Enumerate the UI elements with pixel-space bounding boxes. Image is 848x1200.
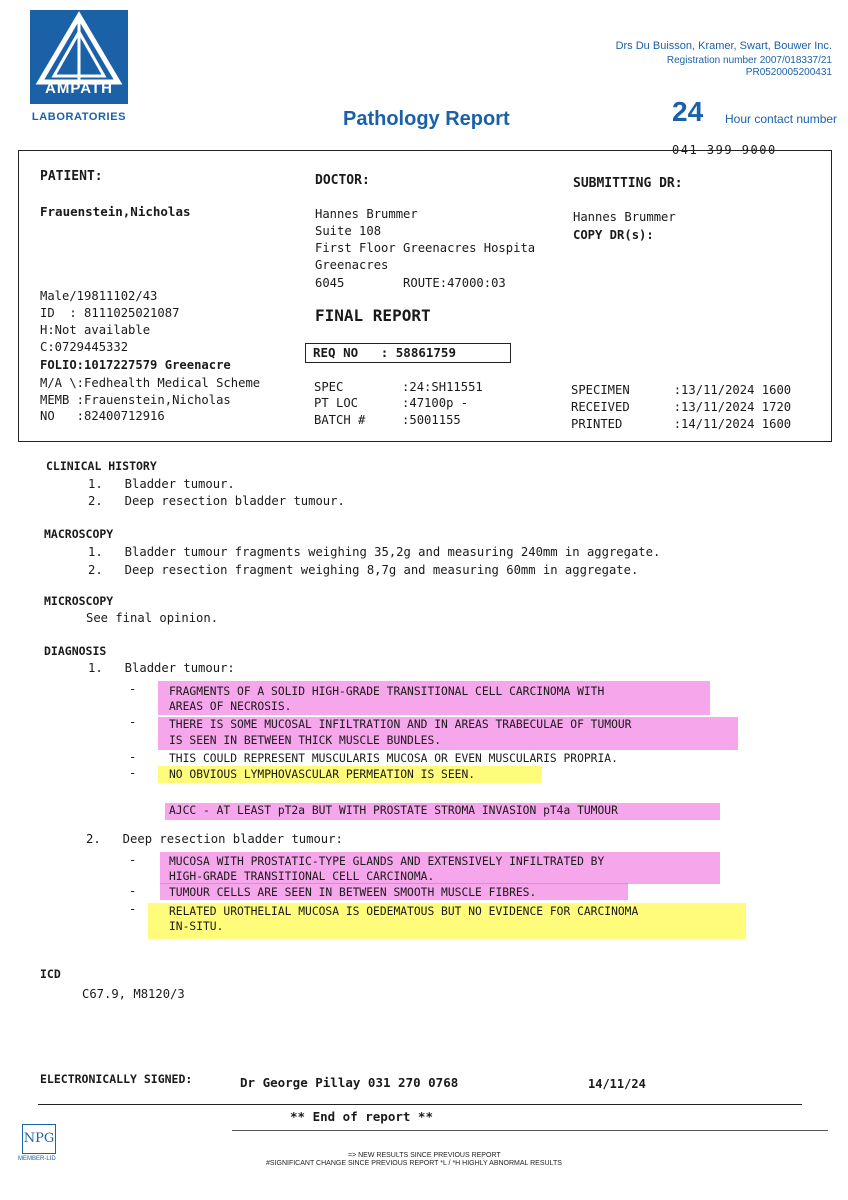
practice-name: Drs Du Buisson, Kramer, Swart, Bouwer Inc.: [615, 40, 832, 52]
patient-heading: PATIENT:: [40, 169, 103, 184]
npg-logo: NPG: [22, 1124, 56, 1154]
hours-label: Hour contact number: [725, 112, 838, 126]
patient-folio: FOLIO:1017227579 Greenacre: [40, 358, 231, 372]
diagnosis-line: FRAGMENTS OF A SOLID HIGH-GRADE TRANSITIONAL CELL CARCINOMA WITH: [169, 685, 605, 698]
printed-date: PRINTED :14/11/2024 1600: [571, 417, 792, 431]
diagnosis-line: TUMOUR CELLS ARE SEEN IN BETWEEN SMOOTH MUSCLE FIBRES.: [169, 886, 537, 899]
logo-subtitle: LABORATORIES: [31, 111, 127, 123]
patient-cell-phone: C:0729445332: [40, 340, 129, 354]
diagnosis-line: RELATED UROTHELIAL MUCOSA IS OEDEMATOUS BUT NO EVIDENCE FOR CARCINOMA: [169, 905, 639, 918]
pt-location: PT LOC :47100p -: [314, 396, 469, 410]
doctor-heading: DOCTOR:: [315, 173, 370, 188]
registration-number: Registration number 2007/018337/21: [666, 55, 832, 66]
macroscopy-heading: MACROSCOPY: [44, 527, 114, 541]
patient-home-phone: H:Not available: [40, 323, 151, 337]
microscopy-text: See final opinion.: [86, 611, 219, 625]
signature-label: ELECTRONICALLY SIGNED:: [40, 1072, 193, 1086]
page-title: Pathology Report: [343, 108, 510, 130]
specimen-date: SPECIMEN :13/11/2024 1600: [571, 383, 792, 397]
signature-name: Dr George Pillay 031 270 0768: [240, 1075, 459, 1090]
microscopy-heading: MICROSCOPY: [44, 594, 114, 608]
batch-number: BATCH # :5001155: [314, 413, 461, 427]
macroscopy-item: 2. Deep resection fragment weighing 8,7g and measuring 60mm in aggregate.: [88, 563, 639, 577]
footer-divider: [232, 1130, 828, 1131]
macroscopy-item: 1. Bladder tumour fragments weighing 35,2g and measuring 240mm in aggregate.: [88, 545, 661, 559]
doctor-route: 6045 ROUTE:47000:03: [315, 276, 506, 290]
diagnosis-line: AREAS OF NECROSIS.: [169, 700, 292, 713]
footer-legend-2: #SIGNIFICANT CHANGE SINCE PREVIOUS REPORT *L / *H HIGHLY ABNORMAL RESULTS: [266, 1160, 562, 1167]
patient-name: Frauenstein,Nicholas: [40, 204, 191, 219]
clinical-item: 2. Deep resection bladder tumour.: [88, 494, 345, 508]
ajcc-staging: AJCC - AT LEAST pT2a BUT WITH PROSTATE STROMA INVASION pT4a TUMOUR: [169, 804, 618, 817]
bullet-dash: -: [129, 766, 137, 780]
diagnosis-line: HIGH-GRADE TRANSITIONAL CELL CARCINOMA.: [169, 870, 435, 883]
diagnosis-line: MUCOSA WITH PROSTATIC-TYPE GLANDS AND EXTENSIVELY INFILTRATED BY: [169, 855, 605, 868]
clinical-item: 1. Bladder tumour.: [88, 477, 235, 491]
submitting-heading: SUBMITTING DR:: [573, 176, 683, 191]
bullet-dash: -: [129, 715, 137, 729]
diagnosis-item-2: 2. Deep resection bladder tumour:: [86, 832, 343, 846]
bullet-dash: -: [129, 682, 137, 696]
diagnosis-item-1: 1. Bladder tumour:: [88, 661, 235, 675]
copy-doctors: COPY DR(s):: [573, 228, 654, 242]
bullet-dash: -: [129, 750, 137, 764]
doctor-address-2: First Floor Greenacres Hospita: [315, 241, 536, 255]
diagnosis-line: THERE IS SOME MUCOSAL INFILTRATION AND IN AREAS TRABECULAE OF TUMOUR: [169, 718, 632, 731]
footer-legend-1: => NEW RESULTS SINCE PREVIOUS REPORT: [348, 1152, 501, 1159]
divider: [38, 1104, 802, 1105]
pr-number: PR0520005200431: [745, 67, 832, 78]
req-number: REQ NO : 58861759: [313, 345, 456, 360]
diagnosis-line: IS SEEN IN BETWEEN THICK MUSCLE BUNDLES.: [169, 734, 442, 747]
bullet-dash: -: [129, 853, 137, 867]
patient-member-number: NO :82400712916: [40, 409, 165, 423]
member-label: MEMBER-LID: [18, 1156, 56, 1162]
received-date: RECEIVED :13/11/2024 1720: [571, 400, 792, 414]
diagnosis-line: THIS COULD REPRESENT MUSCULARIS MUCOSA OR EVEN MUSCULARIS PROPRIA.: [169, 752, 618, 765]
icd-heading: ICD: [40, 967, 61, 981]
diagnosis-line: IN-SITU.: [169, 920, 224, 933]
bullet-dash: -: [129, 884, 137, 898]
diagnosis-heading: DIAGNOSIS: [44, 644, 107, 658]
report-status: FINAL REPORT: [315, 306, 431, 325]
patient-sex-dob: Male/19811102/43: [40, 289, 158, 303]
logo-wordmark: AMPATH: [45, 80, 113, 97]
diagnosis-line: NO OBVIOUS LYMPHOVASCULAR PERMEATION IS SEEN.: [169, 768, 476, 781]
icd-codes: C67.9, M8120/3: [82, 987, 185, 1001]
submitting-name: Hannes Brummer: [573, 210, 676, 224]
hours-number: 24: [672, 96, 704, 127]
doctor-address-1: Suite 108: [315, 224, 382, 238]
end-of-report: ** End of report **: [290, 1109, 433, 1124]
bullet-dash: -: [129, 902, 137, 916]
contact-phone: 041 399 9000: [672, 143, 777, 157]
patient-id: ID : 8111025021087: [40, 306, 180, 320]
doctor-address-3: Greenacres: [315, 258, 389, 272]
patient-medical-aid: M/A \:Fedhealth Medical Scheme: [40, 376, 261, 390]
doctor-name: Hannes Brummer: [315, 207, 418, 221]
spec-code: SPEC :24:SH11551: [314, 380, 483, 394]
clinical-history-heading: CLINICAL HISTORY: [46, 459, 157, 473]
patient-member: MEMB :Frauenstein,Nicholas: [40, 393, 231, 407]
signature-date: 14/11/24: [588, 1077, 646, 1091]
